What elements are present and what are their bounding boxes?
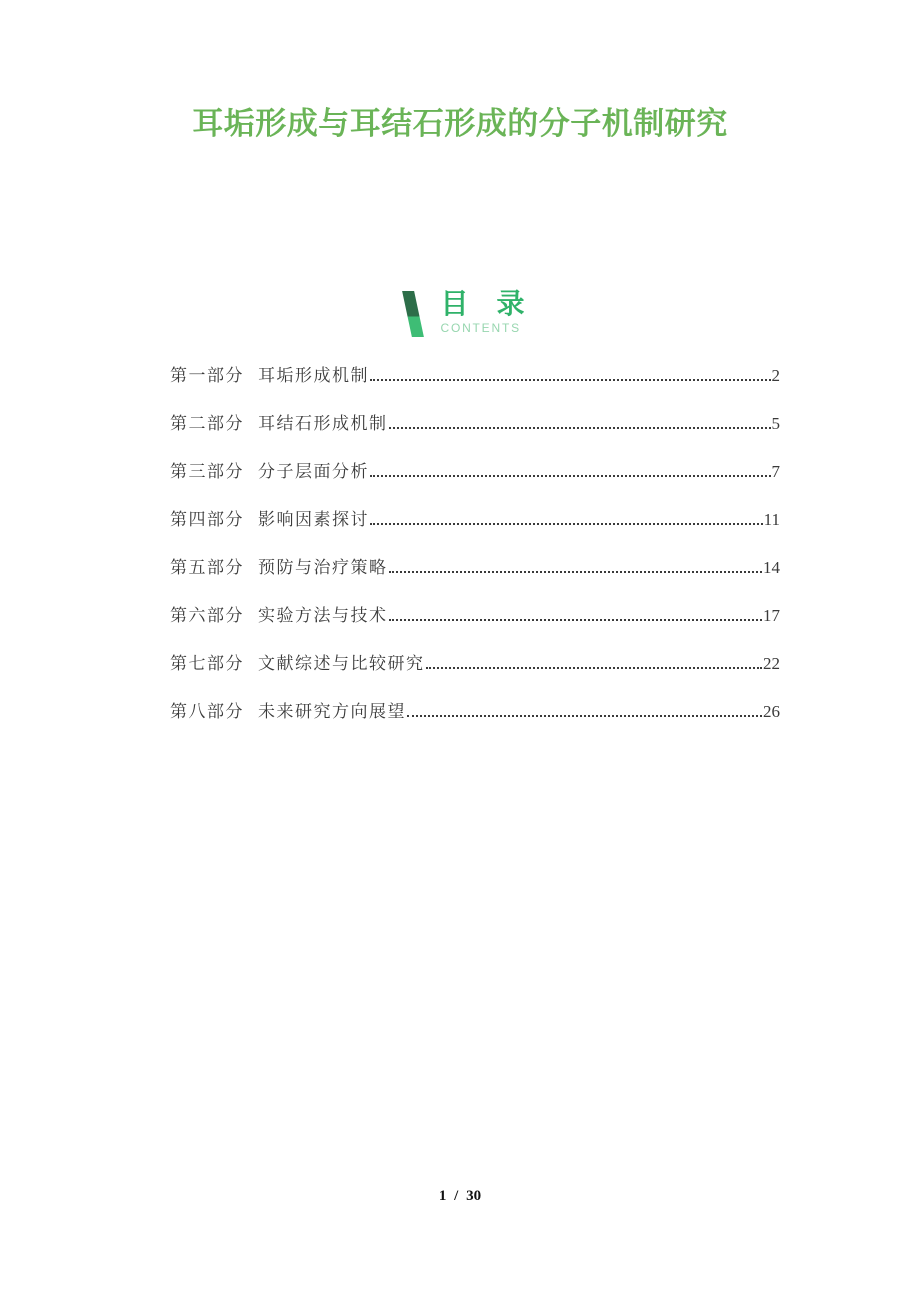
toc-entry-label: 第一部分 <box>170 366 244 386</box>
toc-entry[interactable] <box>170 688 780 736</box>
toc-entry[interactable] <box>170 544 780 592</box>
toc-entry-label: 第六部分 <box>170 606 244 626</box>
toc-dotted-leader <box>370 471 771 477</box>
toc-entry-page-number: 26 <box>763 702 780 722</box>
toc-entry-page-number: 11 <box>763 510 780 530</box>
toc-dotted-leader <box>426 663 763 669</box>
page-title: 耳垢形成与耳结石形成的分子机制研究 <box>192 106 728 142</box>
toc-entry-label: 第二部分 <box>170 414 244 434</box>
toc-dotted-leader <box>370 519 763 525</box>
page-footer <box>0 1188 920 1205</box>
toc-entry-title: 耳结石形成机制 <box>258 414 388 434</box>
toc-entry-label: 第八部分 <box>170 702 244 722</box>
footer-total-pages: 30 <box>466 1188 482 1204</box>
toc-entry-page-number: 2 <box>771 366 780 386</box>
footer-page-separator: / <box>454 1188 459 1204</box>
toc-entry[interactable] <box>170 352 780 400</box>
toc-entry-page-number: 14 <box>763 558 780 578</box>
toc-entry[interactable] <box>170 496 780 544</box>
toc-entry[interactable] <box>170 448 780 496</box>
toc-header <box>6 287 920 338</box>
toc-heading: 目 录 <box>440 287 525 321</box>
toc-entry-title: 文献综述与比较研究 <box>258 654 425 674</box>
toc-entry-label: 第七部分 <box>170 654 244 674</box>
toc-entry-page-number: 5 <box>771 414 780 434</box>
toc-entry-label: 第五部分 <box>170 558 244 578</box>
toc-entry-title: 影响因素探讨 <box>258 510 369 530</box>
toc-logo-brushstroke-icon <box>403 291 425 337</box>
toc-logo-text <box>440 287 525 336</box>
toc-dotted-leader <box>370 375 771 381</box>
toc-entry-page-number: 7 <box>771 462 780 482</box>
toc-entry-title: 预防与治疗策略 <box>258 558 388 578</box>
toc-entry-title: 未来研究方向展望 <box>258 702 406 722</box>
toc-list <box>170 352 780 736</box>
toc-entry-label: 第四部分 <box>170 510 244 530</box>
toc-entry[interactable] <box>170 400 780 448</box>
toc-entry-title: 耳垢形成机制 <box>258 366 369 386</box>
toc-entry[interactable] <box>170 640 780 688</box>
toc-entry-page-number: 17 <box>763 606 780 626</box>
toc-dotted-leader <box>407 711 762 717</box>
toc-dotted-leader <box>389 567 763 573</box>
toc-entry-title: 实验方法与技术 <box>258 606 388 626</box>
toc-subheading: CONTENTS <box>440 321 521 336</box>
toc-entry[interactable] <box>170 592 780 640</box>
toc-dotted-leader <box>389 615 763 621</box>
toc-entry-label: 第三部分 <box>170 462 244 482</box>
toc-dotted-leader <box>389 423 771 429</box>
toc-entry-title: 分子层面分析 <box>258 462 369 482</box>
footer-current-page: 1 <box>438 1188 447 1204</box>
toc-entry-page-number: 22 <box>763 654 780 674</box>
